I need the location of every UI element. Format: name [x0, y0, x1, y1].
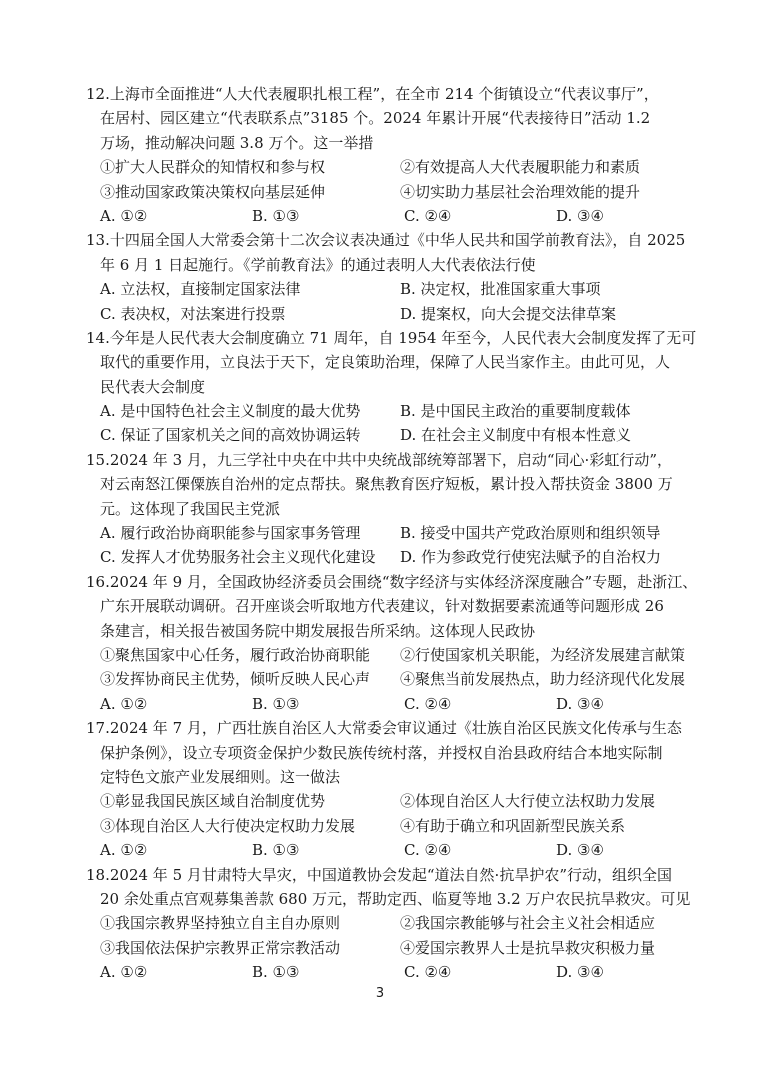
question-stem: 民代表大会制度	[100, 377, 206, 396]
answer-choice: B. ①③	[252, 963, 300, 982]
answer-choice: D. ③④	[556, 206, 604, 225]
page-number: 3	[375, 986, 385, 1001]
question-stem: 万场，推动解决问题 3.8 万个。这一举措	[100, 133, 374, 152]
statement-item: ④切实助力基层社会治理效能的提升	[400, 182, 641, 201]
answer-choice: B. ①③	[252, 694, 300, 713]
answer-choice: C. ②④	[404, 963, 452, 982]
question-stem: 保护条例》，设立专项资金保护少数民族传统村落，并授权自治县政府结合本地实际制	[100, 743, 663, 762]
answer-choice: B. 决定权，批准国家重大事项	[400, 280, 601, 299]
answer-choice: A. 是中国特色社会主义制度的最大优势	[100, 402, 361, 421]
statement-item: ④爱国宗教界人士是抗旱救灾积极力量	[400, 938, 656, 957]
answer-choice: C. ②④	[404, 841, 452, 860]
statement-item: ①扩大人民群众的知情权和参与权	[100, 158, 326, 177]
question-14	[86, 326, 697, 448]
question-stem: 20 余处重点宫观募集善款 680 万元，帮助定西、临夏等地 3.2 万户农民抗旱救灾。可见	[100, 889, 691, 908]
answer-choice: A. ①②	[100, 963, 148, 982]
statement-item: ②体现自治区人大行使立法权助力发展	[400, 792, 656, 811]
question-13	[86, 228, 690, 326]
question-stem: 定特色文旅产业发展细则。这一做法	[100, 767, 341, 786]
question-stem: 在居村、园区建立“代表联系点”3185 个。2024 年累计开展“代表接待日”活动 1.2	[100, 109, 651, 128]
answer-choice: A. 履行政治协商职能参与国家事务管理	[100, 524, 361, 543]
question-stem: 条建言，相关报告被国务院中期发展报告所采纳。这体现人民政协	[100, 621, 536, 640]
statement-item: ①彰显我国民族区域自治制度优势	[100, 792, 326, 811]
question-stem: 对云南怒江傈僳族自治州的定点帮扶。聚焦教育医疗短板，累计投入帮扶资金 3800 万	[100, 475, 673, 494]
answer-choice: C. ②④	[404, 694, 452, 713]
question-stem: 广东开展联动调研。召开座谈会听取地方代表建议，针对数据要素流通等问题形成 26	[100, 597, 664, 616]
answer-choice: D. 作为参政党行使宪法赋予的自治权力	[400, 548, 662, 567]
answer-choice: D. ③④	[556, 694, 604, 713]
statement-item: ②我国宗教能够与社会主义社会相适应	[400, 914, 656, 933]
statement-item: ①我国宗教界坚持独立自主自办原则	[100, 914, 341, 933]
answer-choice: B. ①③	[252, 841, 300, 860]
statement-item: ①聚焦国家中心任务，履行政治协商职能	[100, 645, 371, 664]
statement-item: ③推动国家政策决策权向基层延伸	[100, 182, 326, 201]
question-stem: 13.十四届全国人大常委会第十二次会议表决通过《中华人民共和国学前教育法》，自 2025	[86, 231, 686, 250]
statement-item: ③发挥协商民主优势，倾听反映人民心声	[100, 670, 371, 689]
answer-choice: B. ①③	[252, 206, 300, 225]
statement-item: ②行使国家机关职能，为经济发展建言献策	[400, 645, 686, 664]
question-stem: 取代的重要作用，立良法于天下，定良策助治理，保障了人民当家作主。由此可见，人	[100, 353, 671, 372]
answer-choice: C. ②④	[404, 206, 452, 225]
question-stem: 18.2024 年 5 月甘肃特大旱灾，中国道教协会发起“道法自然·抗旱护农”行动，组织全国	[86, 865, 672, 884]
answer-choice: A. ①②	[100, 206, 148, 225]
statement-item: ④聚焦当前发展热点，助力经济现代化发展	[400, 670, 686, 689]
question-stem: 12.上海市全面推进“人大代表履职扎根工程”，在全市 214 个街镇设立“代表议事厅”，	[86, 85, 659, 103]
answer-choice: D. 在社会主义制度中有根本性意义	[400, 426, 632, 445]
answer-choice: A. ①②	[100, 841, 148, 860]
question-stem: 年 6 月 1 日起施行。《学前教育法》的通过表明人大代表依法行使	[100, 255, 536, 274]
question-stem: 元。这体现了我国民主党派	[100, 499, 281, 518]
answer-choice: D. 提案权，向大会提交法律草案	[400, 304, 617, 323]
answer-choice: C. 保证了国家机关之间的高效协调运转	[100, 426, 361, 445]
question-16	[86, 570, 698, 716]
question-17	[86, 716, 690, 862]
question-15	[86, 448, 690, 570]
statement-item: ④有助于确立和巩固新型民族关系	[400, 816, 626, 835]
answer-choice: C. 发挥人才优势服务社会主义现代化建设	[100, 548, 376, 567]
question-stem: 17.2024 年 7 月，广西壮族自治区人大常委会审议通过《壮族自治区民族文化传承与生态	[86, 719, 682, 738]
answer-choice: A. ①②	[100, 694, 148, 713]
answer-choice: D. ③④	[556, 963, 604, 982]
question-stem: 15.2024 年 3 月，九三学社中央在中共中央统战部统筹部署下，启动“同心·彩虹行动”，	[86, 450, 672, 469]
statement-item: ③体现自治区人大行使决定权助力发展	[100, 816, 356, 835]
answer-choice: B. 接受中国共产党政治原则和组织领导	[400, 524, 661, 543]
question-12	[86, 82, 690, 228]
statement-item: ③我国依法保护宗教界正常宗教活动	[100, 938, 341, 957]
answer-choice: D. ③④	[556, 841, 604, 860]
answer-choice: A. 立法权，直接制定国家法律	[100, 280, 301, 299]
question-18	[86, 863, 690, 985]
answer-choice: C. 表决权，对法案进行投票	[100, 304, 286, 323]
question-stem: 14.今年是人民代表大会制度确立 71 周年，自 1954 年至今，人民代表大会制度发挥了无可	[86, 328, 697, 347]
answer-choice: B. 是中国民主政治的重要制度载体	[400, 402, 631, 421]
question-stem: 16.2024 年 9 月，全国政协经济委员会围绕“数字经济与实体经济深度融合”专题，赴浙江、	[86, 572, 698, 591]
statement-item: ②有效提高人大代表履职能力和素质	[400, 158, 641, 177]
